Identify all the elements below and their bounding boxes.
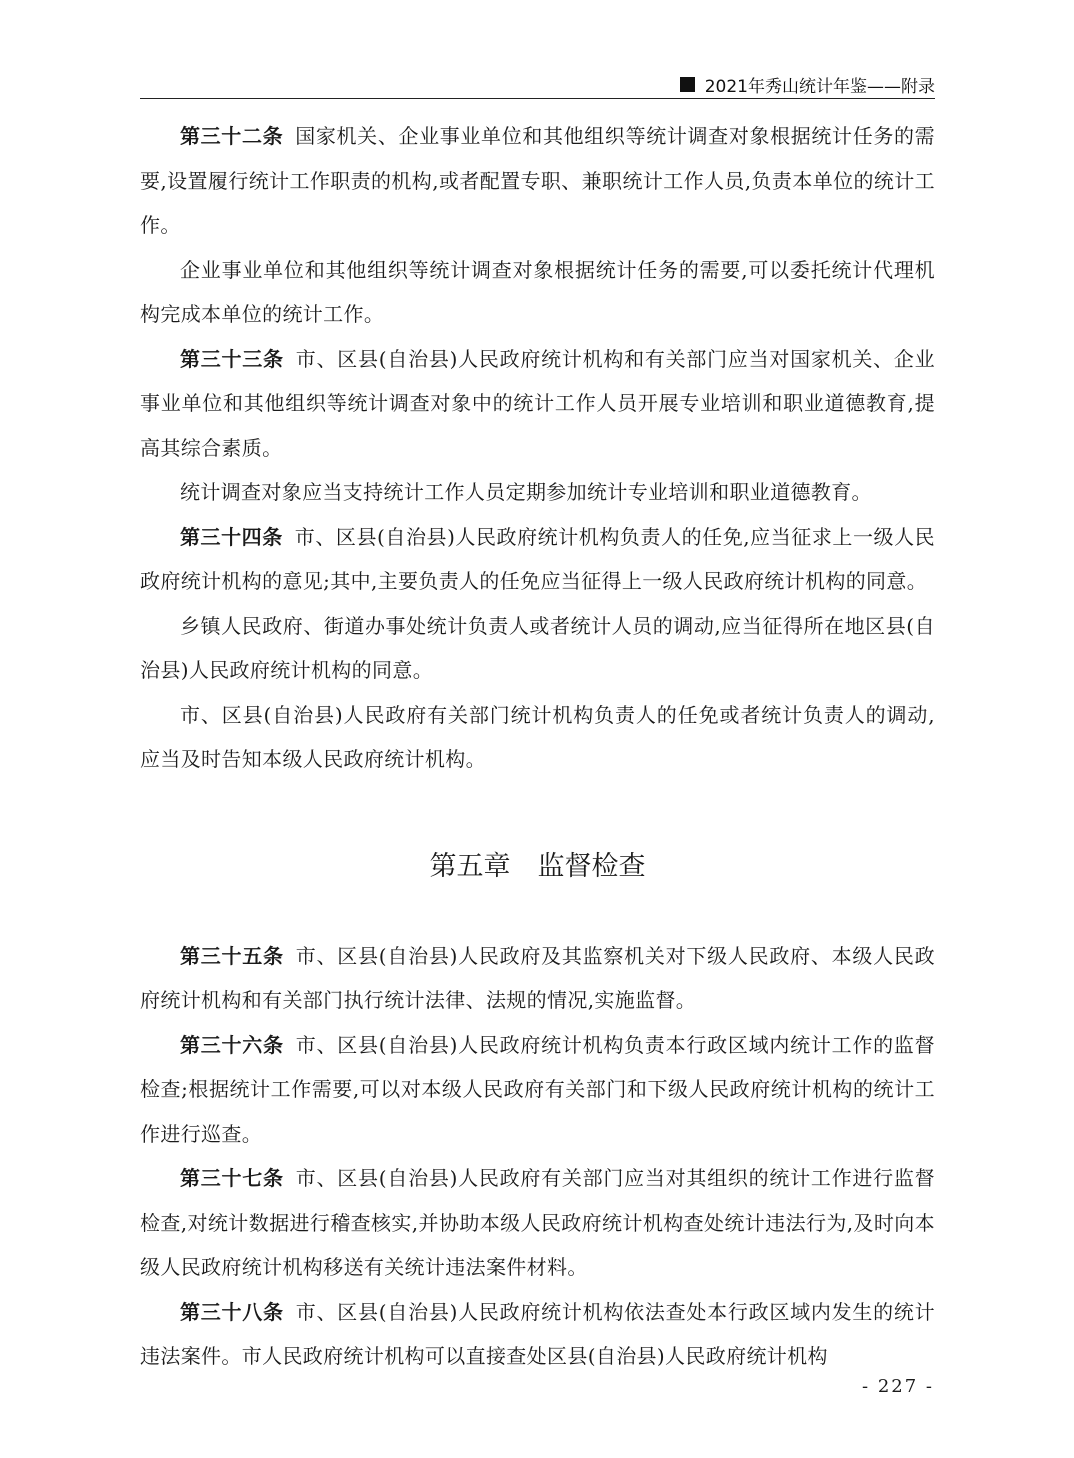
page-body xyxy=(140,114,935,1379)
paragraph-text: 市、区县(自治县)人民政府统计机构依法查处本行政区域内发生的统计违法案件。市人民政府统计机构可以直接查处区县(自治县)人民政府统计机构 xyxy=(140,1299,936,1368)
paragraph-article-32-cont xyxy=(140,248,935,337)
article-label: 第三十四条 xyxy=(180,524,283,549)
paragraph-text: 统计调查对象应当支持统计工作人员定期参加统计专业培训和职业道德教育。 xyxy=(180,480,872,504)
article-label: 第三十七条 xyxy=(180,1166,284,1190)
article-label: 第三十五条 xyxy=(180,943,284,968)
running-header xyxy=(140,70,935,99)
header-title: 2021年秀山统计年鉴——附录 xyxy=(704,77,935,97)
paragraph-article-33-cont xyxy=(140,470,935,515)
paragraph-text: 乡镇人民政府、街道办事处统计负责人或者统计人员的调动,应当征得所在地区县(自治县)人民政府统计机构的同意。 xyxy=(140,613,935,682)
paragraph-text: 市、区县(自治县)人民政府有关部门统计机构负责人的任免或者统计负责人的调动,应当及时告知本级人民政府统计机构。 xyxy=(140,702,935,771)
article-label: 第三十六条 xyxy=(180,1032,284,1057)
chapter-title: 第五章 监督检查 xyxy=(429,850,646,882)
paragraph-article-34-cont-2 xyxy=(140,693,935,782)
paragraph-text: 市、区县(自治县)人民政府统计机构和有关部门应当对国家机关、企业事业单位和其他组织等统计调查对象中的统计工作人员开展专业培训和职业道德教育,提高其综合素质。 xyxy=(140,346,936,460)
article-label: 第三十八条 xyxy=(180,1299,284,1324)
paragraph-text: 国家机关、企业事业单位和其他组织等统计调查对象根据统计任务的需要,设置履行统计工作职责的机构,或者配置专职、兼职统计工作人员,负责本单位的统计工作。 xyxy=(140,124,935,237)
paragraph-article-34 xyxy=(140,515,935,604)
paragraph-article-37 xyxy=(140,1156,935,1290)
paragraph-text: 市、区县(自治县)人民政府及其监察机关对下级人民政府、本级人民政府统计机构和有关部门执行统计法律、法规的情况,实施监督。 xyxy=(140,943,936,1012)
paragraph-text: 市、区县(自治县)人民政府有关部门应当对其组织的统计工作进行监督检查,对统计数据进行稽查核实,并协助本级人民政府统计机构查处统计违法行为,及时向本级人民政府统计机构移送有关统计违法案件材料。 xyxy=(140,1166,936,1279)
paragraph-article-34-cont-1 xyxy=(140,604,935,693)
paragraph-text: 市、区县(自治县)人民政府统计机构负责人的任免,应当征求上一级人民政府统计机构的意见;其中,主要负责人的任免应当征得上一级人民政府统计机构的同意。 xyxy=(140,524,935,593)
page-number: - 227 - xyxy=(862,1376,934,1397)
paragraph-article-32 xyxy=(140,114,935,248)
running-header-content xyxy=(680,72,935,97)
square-icon xyxy=(680,77,695,92)
article-label: 第三十三条 xyxy=(180,346,284,371)
paragraph-article-33 xyxy=(140,337,935,471)
paragraph-article-36 xyxy=(140,1023,935,1157)
paragraph-text: 企业事业单位和其他组织等统计调查对象根据统计任务的需要,可以委托统计代理机构完成本单位的统计工作。 xyxy=(140,257,935,326)
article-label: 第三十二条 xyxy=(180,124,284,148)
paragraph-article-35 xyxy=(140,934,935,1023)
paragraph-article-38 xyxy=(140,1290,935,1379)
paragraph-text: 市、区县(自治县)人民政府统计机构负责本行政区域内统计工作的监督检查;根据统计工作需要,可以对本级人民政府有关部门和下级人民政府统计机构的统计工作进行巡查。 xyxy=(140,1032,936,1146)
